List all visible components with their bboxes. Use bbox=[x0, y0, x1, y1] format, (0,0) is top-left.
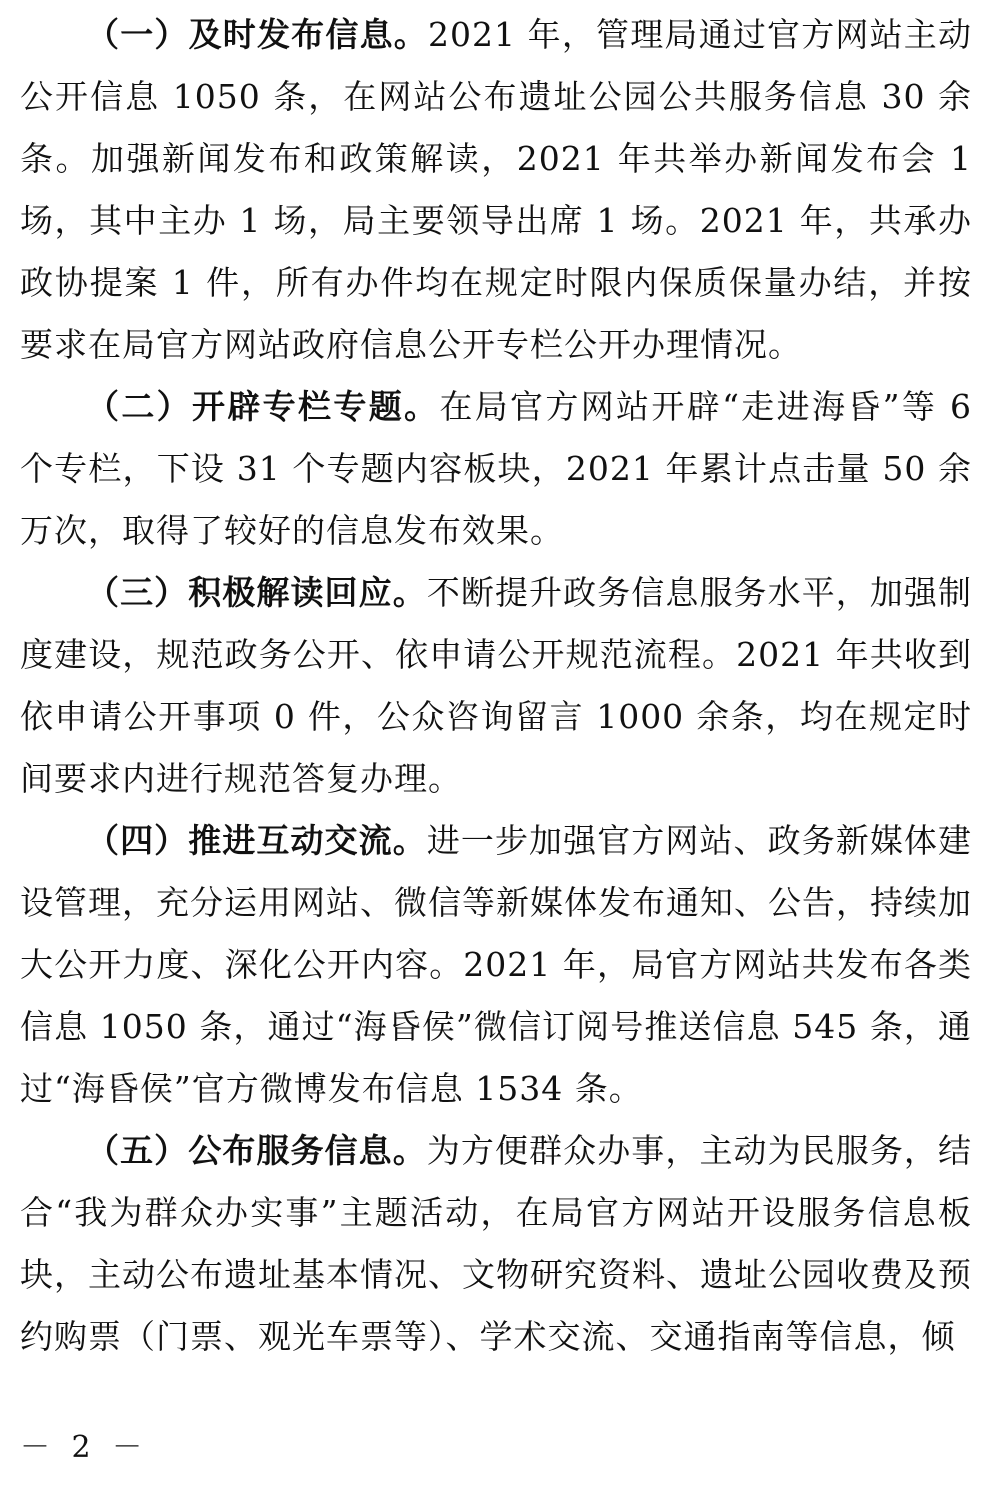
section-1-body: 2021 年，管理局通过官方网站主动公开信息 1050 条，在网站公布遗址公园公共服务信息 30 余条。加强新闻发布和政策解读，2021 年共举办新闻发布会 1 场，其中主办 1 场，局主要领导出席 1 场。2021 年，共承办政协提案 1 件，所有办件均在规定时限内保质保量办结，并按要求在局官方网站政府信息公开专栏公开办理情况。 bbox=[20, 15, 972, 364]
section-5-body: 为方便群众办事，主动为民服务，结合“我为群众办实事”主题活动，在局官方网站开设服务信息板块，主动公布遗址基本情况、文物研究资料、遗址公园收费及预约购票（门票、观光车票等）、学术交流、交通指南等信息，倾 bbox=[20, 1131, 973, 1356]
section-4-body: 进一步加强官方网站、政务新媒体建设管理，充分运用网站、微信等新媒体发布通知、公告，持续加大公开力度、深化公开内容。2021 年，局官方网站共发布各类信息 1050 条，通过“海昏侯”微信订阅号推送信息 545 条，通过“海昏侯”官方微博发布信息 1534 条。 bbox=[20, 821, 973, 1108]
page-number: － 2 － bbox=[20, 1430, 149, 1465]
section-5-heading: （五）公布服务信息。 bbox=[86, 1131, 427, 1170]
section-1-heading: （一）及时发布信息。 bbox=[86, 15, 428, 54]
section-3-heading: （三）积极解读回应。 bbox=[86, 573, 427, 612]
section-5-paragraph bbox=[20, 1120, 972, 1368]
section-1-paragraph bbox=[20, 4, 972, 376]
section-3-body: 不断提升政务信息服务水平，加强制度建设，规范政务公开、依申请公开规范流程。2021 年共收到依申请公开事项 0 件，公众咨询留言 1000 余条，均在规定时间要求内进行规范答复办理。 bbox=[20, 573, 973, 798]
section-2-body: 在局官方网站开辟“走进海昏”等 6 个专栏，下设 31 个专题内容板块，2021 年累计点击量 50 余万次，取得了较好的信息发布效果。 bbox=[20, 387, 972, 550]
section-2-paragraph bbox=[20, 376, 972, 562]
section-3-paragraph bbox=[20, 562, 972, 810]
section-4-heading: （四）推进互动交流。 bbox=[86, 821, 427, 860]
section-2-heading: （二）开辟专栏专题。 bbox=[86, 387, 440, 426]
section-4-paragraph bbox=[20, 810, 972, 1120]
document-page bbox=[20, 4, 972, 1368]
